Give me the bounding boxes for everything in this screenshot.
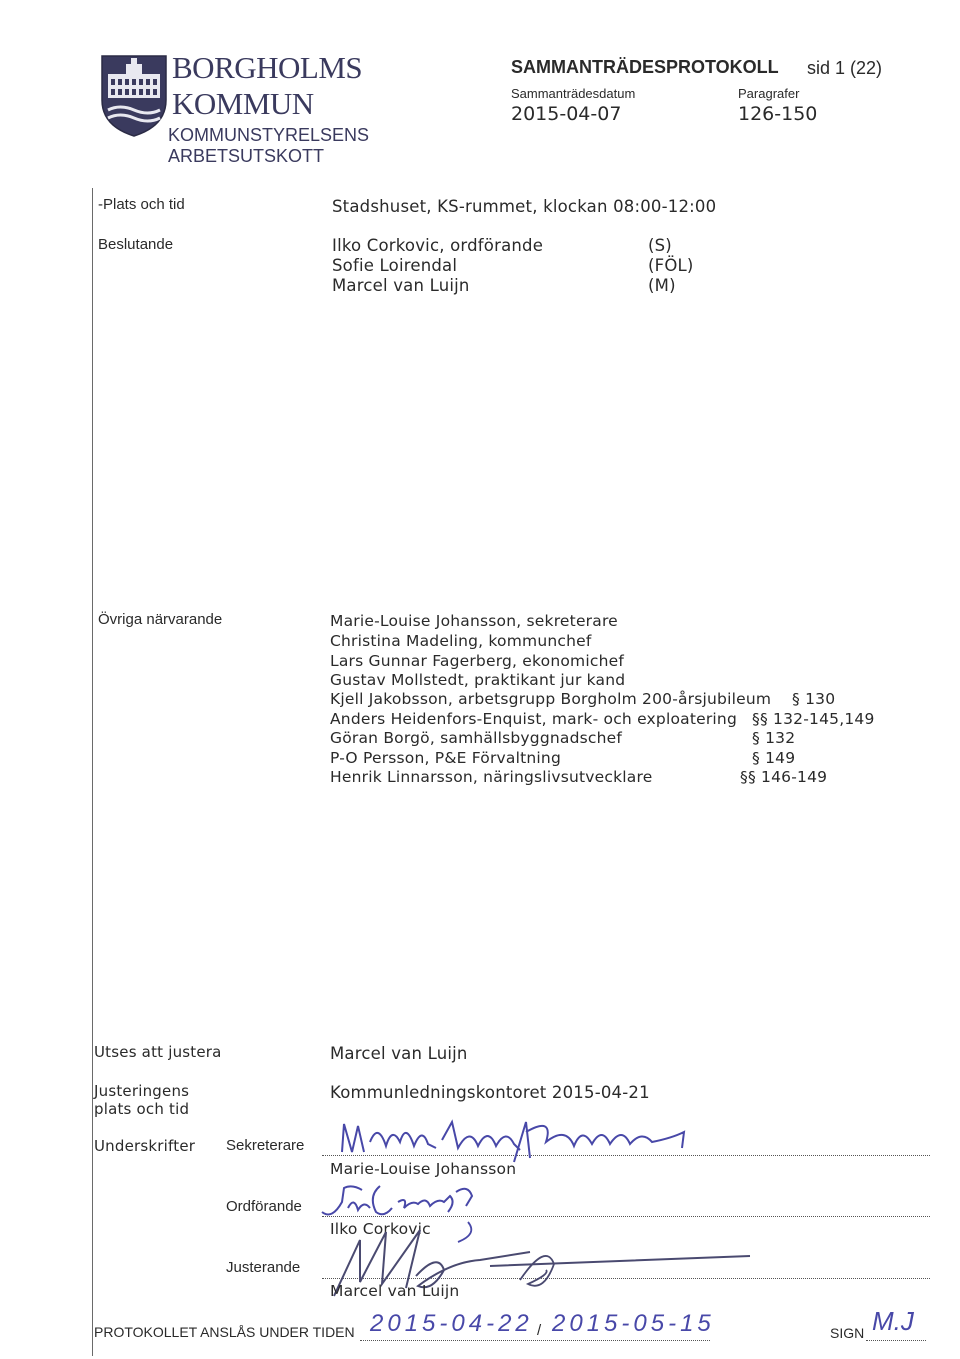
- place-label: -Plats och tid: [98, 196, 185, 213]
- chair-name: Ilko Corkovic: [330, 1220, 431, 1238]
- adjust-place-label-2: plats och tid: [94, 1100, 190, 1118]
- adjuster-name: Marcel van Luijn: [330, 1282, 460, 1300]
- attendee-paragraph: § 132: [752, 729, 796, 747]
- department-line1: KOMMUNSTYRELSENS: [168, 125, 370, 145]
- adjust-place-value: Kommunledningskontoret 2015-04-21: [330, 1083, 650, 1102]
- attendee-text: P-O Persson, P&E Förvaltning: [330, 749, 561, 767]
- attendee-text: Marie-Louise Johansson, sekreterare: [330, 612, 618, 630]
- posting-date-to: 2015-05-15: [552, 1310, 715, 1337]
- meeting-date-value: 2015-04-07: [511, 103, 622, 125]
- attendee-text: Christina Madeling, kommunchef: [330, 632, 592, 650]
- deciders-label: Beslutande: [98, 236, 174, 253]
- org-name-line2: KOMMUN: [172, 86, 314, 121]
- decider-party: (S): [648, 236, 672, 255]
- attendee-paragraph: §§ 146-149: [740, 768, 828, 786]
- posting-period-label: PROTOKOLLET ANSLÅS UNDER TIDEN: [94, 1324, 355, 1340]
- document-title: SAMMANTRÄDESPROTOKOLL: [511, 57, 779, 77]
- left-margin-rule: [92, 188, 93, 1356]
- attendee-text: Kjell Jakobsson, arbetsgrupp Borgholm 200-årsjubileum: [330, 690, 772, 708]
- adjust-place-label: Justeringens: [94, 1082, 190, 1100]
- page-number: sid 1 (22): [807, 58, 883, 78]
- signature-role-adjuster: Justerande: [226, 1259, 301, 1276]
- signature-role-chair: Ordförande: [226, 1198, 302, 1215]
- attendee-text: Henrik Linnarsson, näringslivsutvecklare: [330, 768, 653, 786]
- municipality-logo: [100, 52, 168, 138]
- appointed-adjuster-value: Marcel van Luijn: [330, 1044, 468, 1063]
- org-name-line1: BORGHOLMS: [172, 50, 363, 85]
- decider-name: Sofie Loirendal: [332, 256, 458, 275]
- department-line2: ARBETSUTSKOTT: [168, 146, 325, 166]
- decider-party: (FÖL): [648, 256, 694, 275]
- others-present-label: Övriga närvarande: [98, 611, 223, 628]
- sign-initials: M.J: [872, 1306, 914, 1336]
- attendee-text: Lars Gunnar Fagerberg, ekonomichef: [330, 652, 624, 670]
- decider-name: Marcel van Luijn: [332, 276, 470, 295]
- posting-date-separator: /: [537, 1322, 542, 1339]
- attendee-text: Anders Heidenfors-Enquist, mark- och exploatering: [330, 710, 737, 728]
- posting-date-from: 2015-04-22: [370, 1310, 533, 1337]
- signature-role-secretary: Sekreterare: [226, 1137, 305, 1154]
- signatures-label: Underskrifter: [94, 1137, 196, 1155]
- attendee-paragraph: § 130: [792, 690, 836, 708]
- attendee-text: Göran Borgö, samhällsbyggnadschef: [330, 729, 623, 747]
- appointed-adjuster-label: Utses att justera: [94, 1043, 222, 1061]
- meeting-date-label: Sammanträdesdatum: [511, 86, 636, 101]
- attendee-paragraph: §§ 132-145,149: [752, 710, 875, 728]
- sign-line: [866, 1340, 926, 1341]
- attendee-text: Gustav Mollstedt, praktikant jur kand: [330, 671, 626, 689]
- paragraphs-label: Paragrafer: [738, 86, 800, 101]
- decider-party: (M): [648, 276, 676, 295]
- place-value: Stadshuset, KS-rummet, klockan 08:00-12:00: [332, 197, 717, 216]
- attendee-paragraph: § 149: [752, 749, 796, 767]
- secretary-name: Marie-Louise Johansson: [330, 1160, 517, 1178]
- decider-name: Ilko Corkovic, ordförande: [332, 236, 544, 255]
- posting-date-line: [360, 1340, 710, 1341]
- paragraphs-value: 126-150: [738, 103, 818, 125]
- sign-label: SIGN: [830, 1325, 865, 1341]
